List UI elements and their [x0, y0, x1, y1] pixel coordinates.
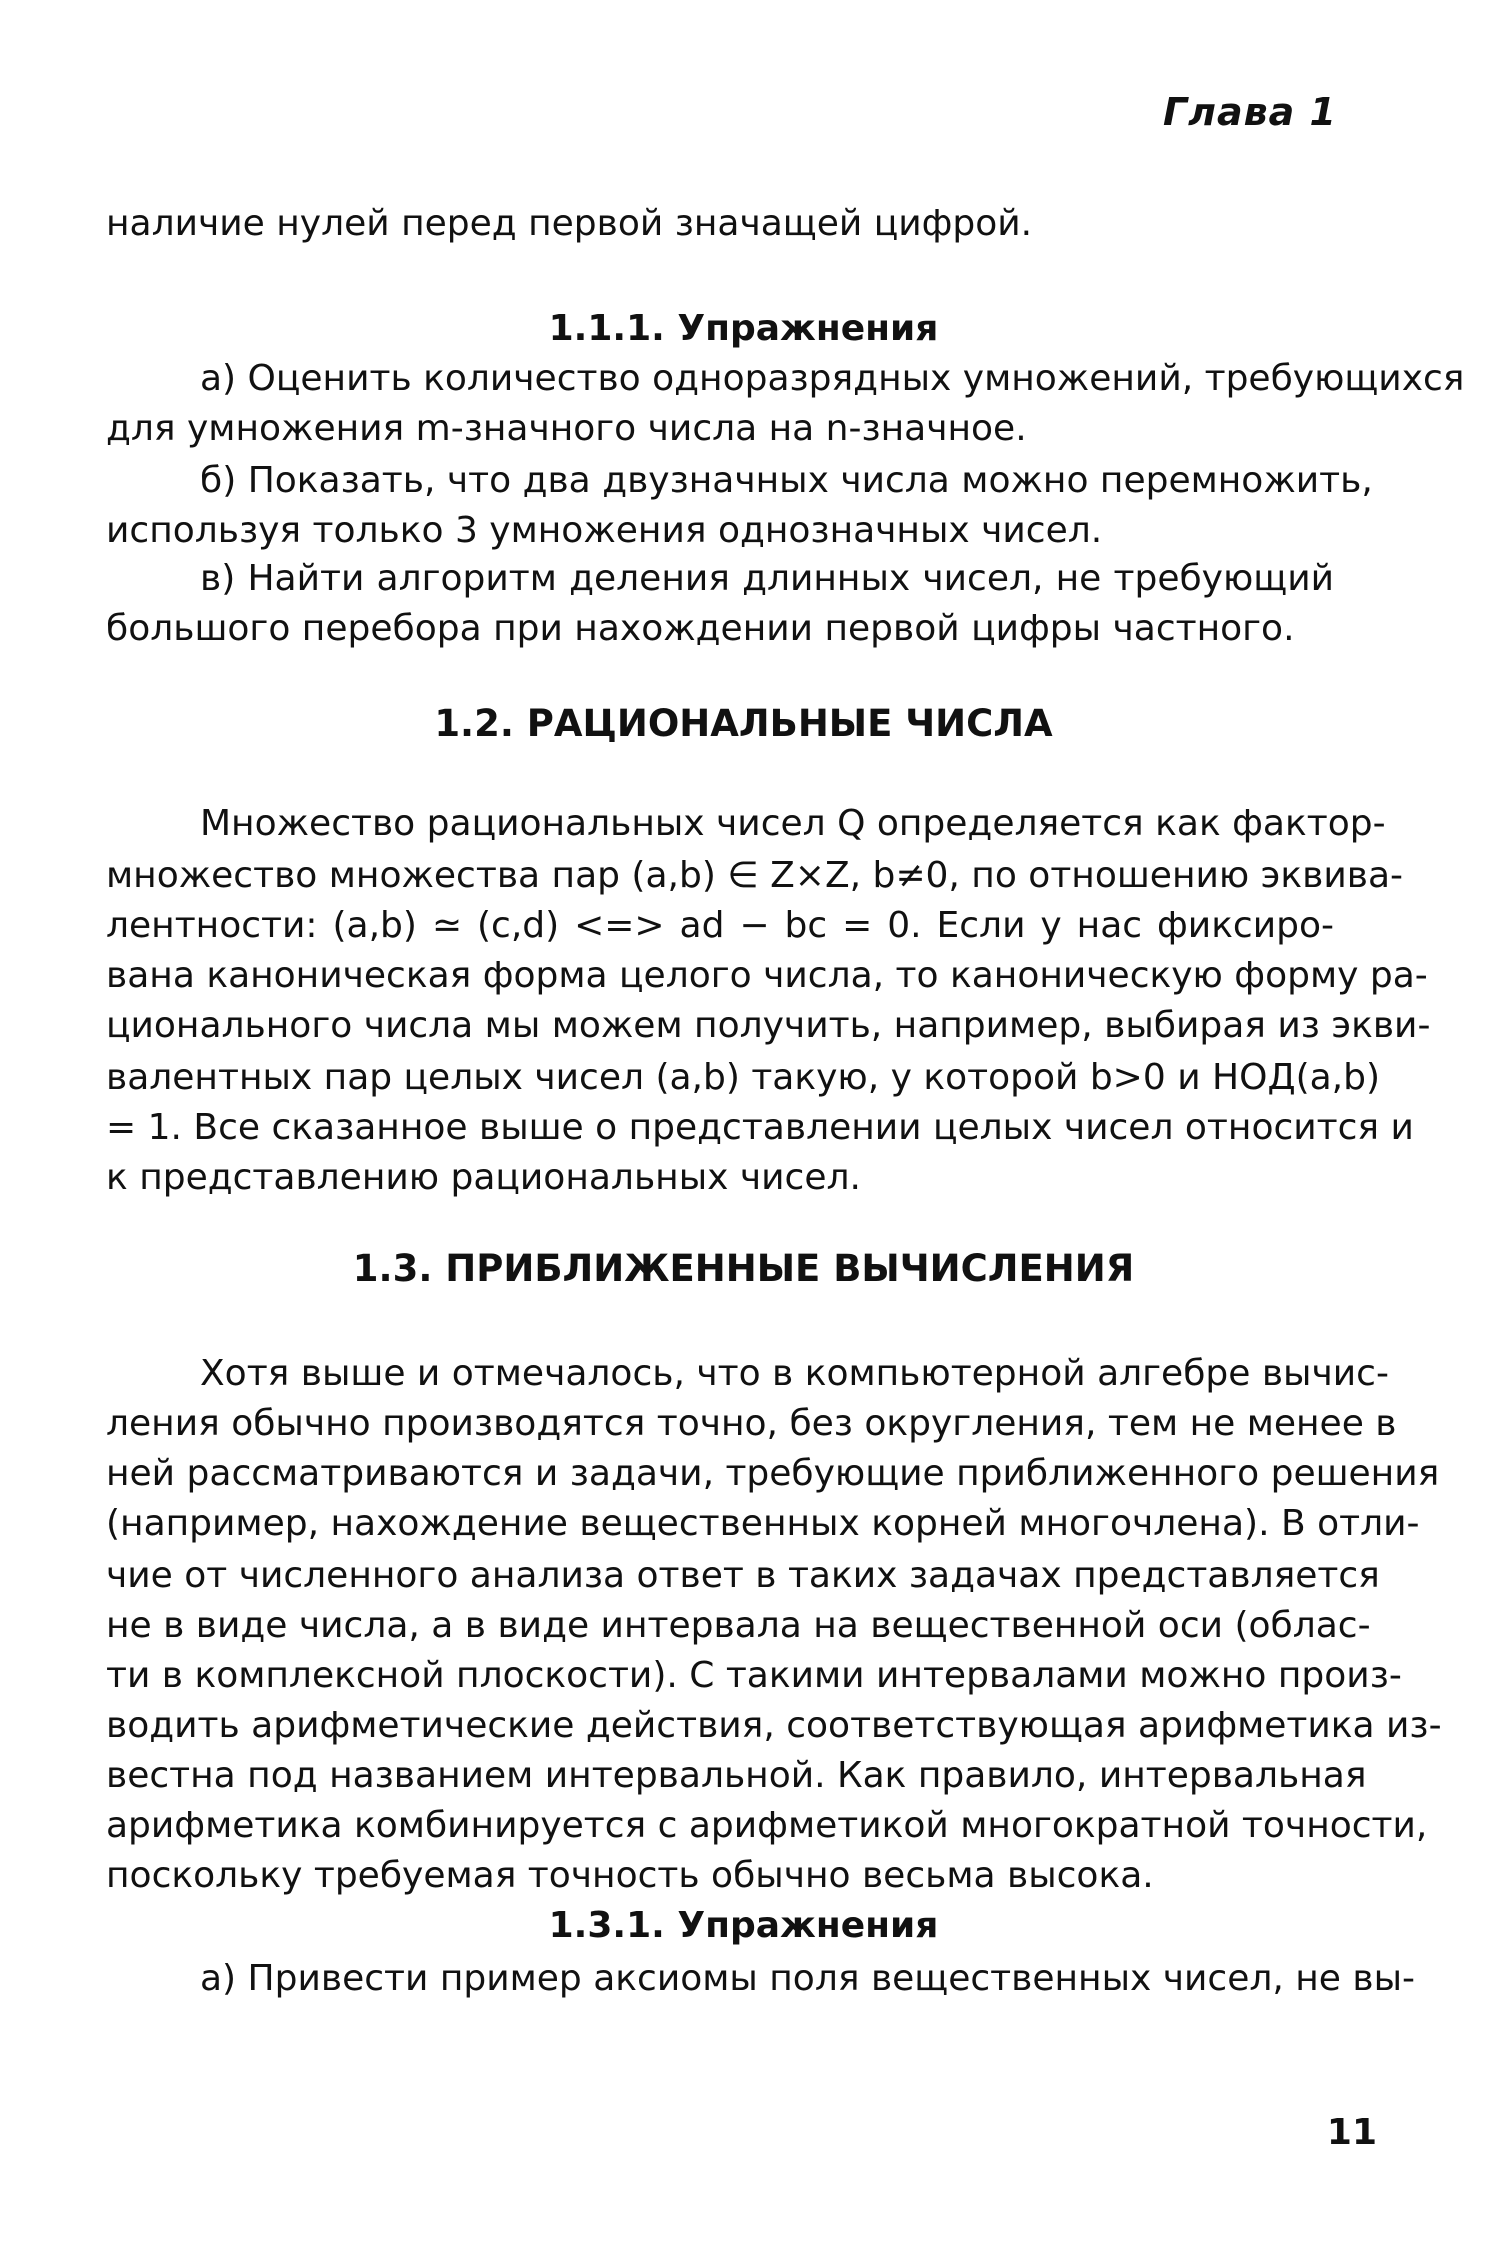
exercise-c-line-1: в) Найти алгоритм деления длинных чисел, не требующий — [200, 558, 1334, 599]
intro-line: наличие нулей перед первой значащей цифрой. — [106, 203, 1033, 244]
section-1-3-line-11: поскольку требуемая точность обычно весьма высока. — [106, 1855, 1154, 1896]
section-1-3-line-6: не в виде числа, а в виде интервала на вещественной оси (облас- — [106, 1605, 1371, 1646]
section-1-3-line-10: арифметика комбинируется с арифметикой многократной точности, — [106, 1805, 1428, 1846]
section-1-2-line-8: к представлению рациональных чисел. — [106, 1157, 861, 1198]
section-1-2-line-1: Множество рациональных чисел Q определяется как фактор- — [200, 803, 1386, 844]
exercise-c-line-2: большого перебора при нахождении первой цифры частного. — [106, 608, 1295, 649]
section-1-3-line-3: ней рассматриваются и задачи, требующие приближенного решения — [106, 1453, 1440, 1494]
section-1-2-line-7: = 1. Все сказанное выше о представлении целых чисел относится и — [106, 1107, 1414, 1148]
section-1-3-line-2: ления обычно производятся точно, без округления, тем не менее в — [106, 1403, 1397, 1444]
section-1-3-1-title: 1.3.1. Упражнения — [548, 1905, 939, 1946]
section-1-3-1-line-1: а) Привести пример аксиомы поля вещественных чисел, не вы- — [200, 1958, 1415, 1999]
running-header: Глава 1 — [1162, 90, 1337, 134]
section-1-3-line-8: водить арифметические действия, соответствующая арифметика из- — [106, 1705, 1442, 1746]
section-1-3-line-9: вестна под названием интервальной. Как правило, интервальная — [106, 1755, 1367, 1796]
section-1-2-line-4: вана каноническая форма целого числа, то каноническую форму ра- — [106, 955, 1428, 996]
section-1-3-line-4: (например, нахождение вещественных корней многочлена). В отли- — [106, 1503, 1420, 1544]
page-number: 11 — [1326, 2112, 1377, 2153]
exercise-b-line-2: используя только 3 умножения однозначных чисел. — [106, 510, 1103, 551]
section-1-3-line-1: Хотя выше и отмечалось, что в компьютерной алгебре вычис- — [200, 1353, 1389, 1394]
exercise-a-line-1: а) Оценить количество одноразрядных умножений, требующихся — [200, 358, 1465, 399]
exercise-b-line-1: б) Показать, что два двузначных числа можно перемножить, — [200, 460, 1373, 501]
section-1-2-line-6: валентных пар целых чисел (a,b) такую, у которой b>0 и НОД(a,b) — [106, 1057, 1381, 1098]
section-1-3-line-5: чие от численного анализа ответ в таких задачах представляется — [106, 1555, 1380, 1596]
exercise-a-line-2: для умножения m-значного числа на n-значное. — [106, 408, 1027, 449]
section-1-1-1-title: 1.1.1. Упражнения — [548, 308, 939, 349]
section-1-2-line-5: ционального числа мы можем получить, например, выбирая из экви- — [106, 1005, 1431, 1046]
section-1-2-title: 1.2. РАЦИОНАЛЬНЫЕ ЧИСЛА — [434, 702, 1053, 745]
section-1-2-line-2: множество множества пар (a,b) ∈ Z×Z, b≠0, по отношению эквива- — [106, 855, 1404, 896]
section-1-3-title: 1.3. ПРИБЛИЖЕННЫЕ ВЫЧИСЛЕНИЯ — [352, 1247, 1135, 1290]
section-1-2-line-3: лентности: (a,b) ≃ (c,d) <=> ad − bc = 0. Если у нас фиксиро- — [106, 905, 1334, 946]
section-1-3-line-7: ти в комплексной плоскости). С такими интервалами можно произ- — [106, 1655, 1402, 1696]
